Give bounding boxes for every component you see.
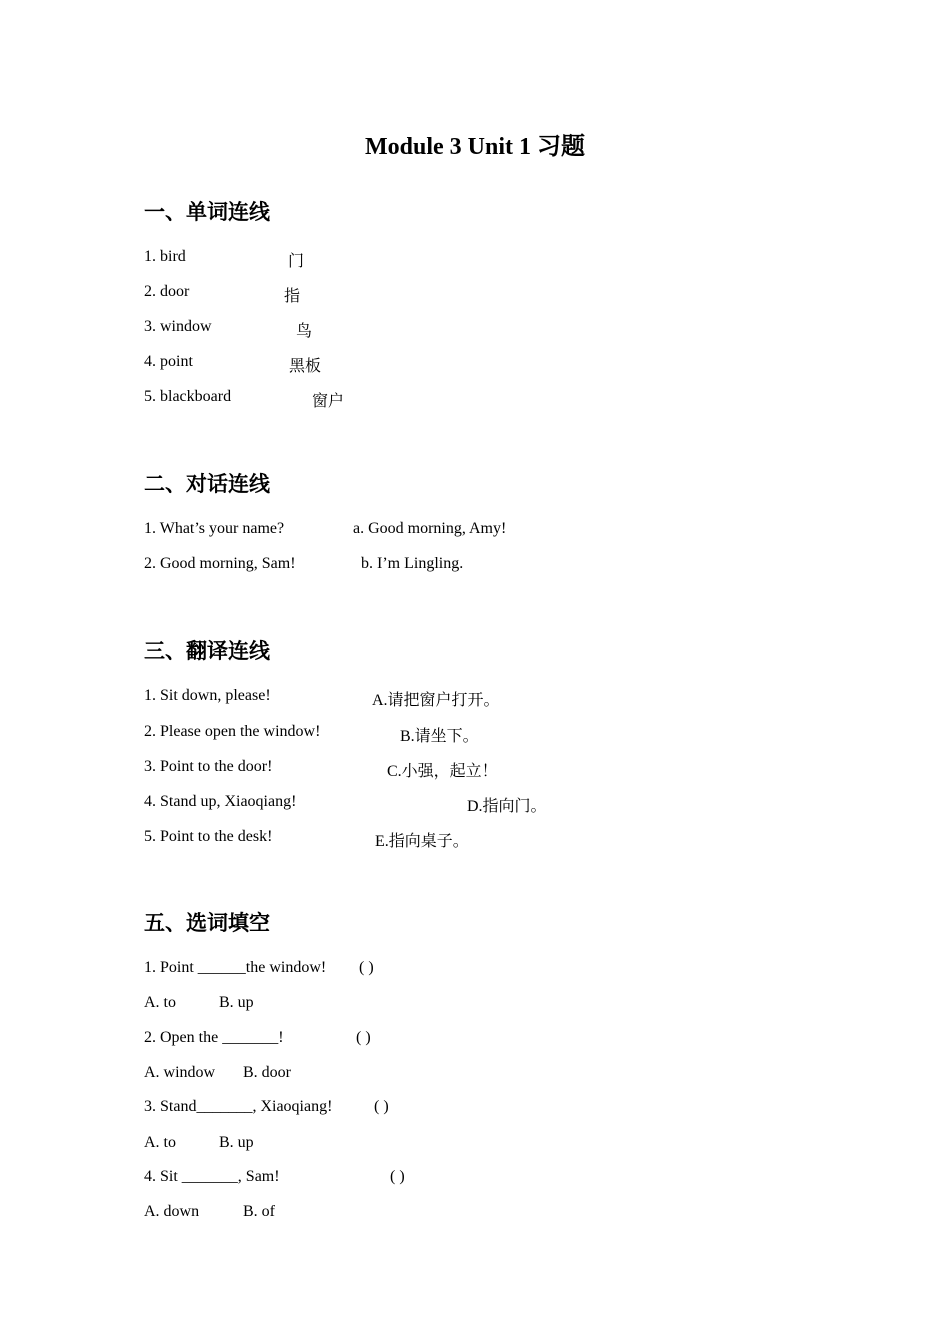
sentence-item: 5. Point to the desk! — [144, 828, 273, 845]
dialogue-question: 1. What’s your name? — [144, 520, 285, 537]
option-b: B. of — [243, 1203, 275, 1220]
section-heading-dialogue-matching: 二、对话连线 — [144, 472, 270, 496]
word-meaning: 窗户 — [312, 393, 345, 410]
option-a: A. to — [144, 994, 176, 1011]
section-heading-word-matching: 一、单词连线 — [144, 200, 270, 224]
word-item: 5. blackboard — [144, 388, 232, 405]
word-meaning: 鸟 — [296, 323, 313, 340]
translation-item: D.指向门。 — [467, 798, 547, 815]
question-text: 3. Stand_______, Xiaoqiang! — [144, 1098, 333, 1115]
word-item: 4. point — [144, 353, 193, 370]
sentence-item: 3. Point to the door! — [144, 758, 273, 775]
option-a: A. down — [144, 1203, 200, 1220]
question-text: 1. Point ______the window! — [144, 959, 327, 976]
word-item: 2. door — [144, 283, 190, 300]
word-meaning: 黑板 — [289, 358, 322, 375]
question-text: 4. Sit _______, Sam! — [144, 1168, 280, 1185]
section-heading-translation-matching: 三、翻译连线 — [144, 639, 270, 663]
dialogue-question: 2. Good morning, Sam! — [144, 555, 296, 572]
option-b: B. door — [243, 1064, 291, 1081]
answer-bracket[interactable]: ( ) — [374, 1098, 389, 1115]
option-a: A. window — [144, 1064, 216, 1081]
word-item: 1. bird — [144, 248, 186, 265]
dialogue-answer: a. Good morning, Amy! — [353, 520, 507, 537]
answer-bracket[interactable]: ( ) — [390, 1168, 405, 1185]
option-b: B. up — [219, 1134, 254, 1151]
option-b: B. up — [219, 994, 254, 1011]
word-meaning: 门 — [288, 253, 305, 270]
sentence-item: 2. Please open the window! — [144, 723, 321, 740]
translation-item: A.请把窗户打开。 — [372, 692, 500, 709]
sentence-item: 4. Stand up, Xiaoqiang! — [144, 793, 297, 810]
translation-item: E.指向桌子。 — [375, 833, 469, 850]
answer-bracket[interactable]: ( ) — [356, 1029, 371, 1046]
word-item: 3. window — [144, 318, 212, 335]
option-a: A. to — [144, 1134, 176, 1151]
dialogue-answer: b. I’m Lingling. — [361, 555, 464, 572]
page-title: Module 3 Unit 1 习题 — [364, 134, 585, 160]
word-meaning: 指 — [284, 288, 301, 305]
translation-item: B.请坐下。 — [400, 728, 479, 745]
sentence-item: 1. Sit down, please! — [144, 687, 271, 704]
answer-bracket[interactable]: ( ) — [359, 959, 374, 976]
question-text: 2. Open the _______! — [144, 1029, 284, 1046]
section-heading-fill-in-blank: 五、选词填空 — [144, 911, 270, 935]
translation-item: C.小强，起立！ — [387, 763, 498, 780]
